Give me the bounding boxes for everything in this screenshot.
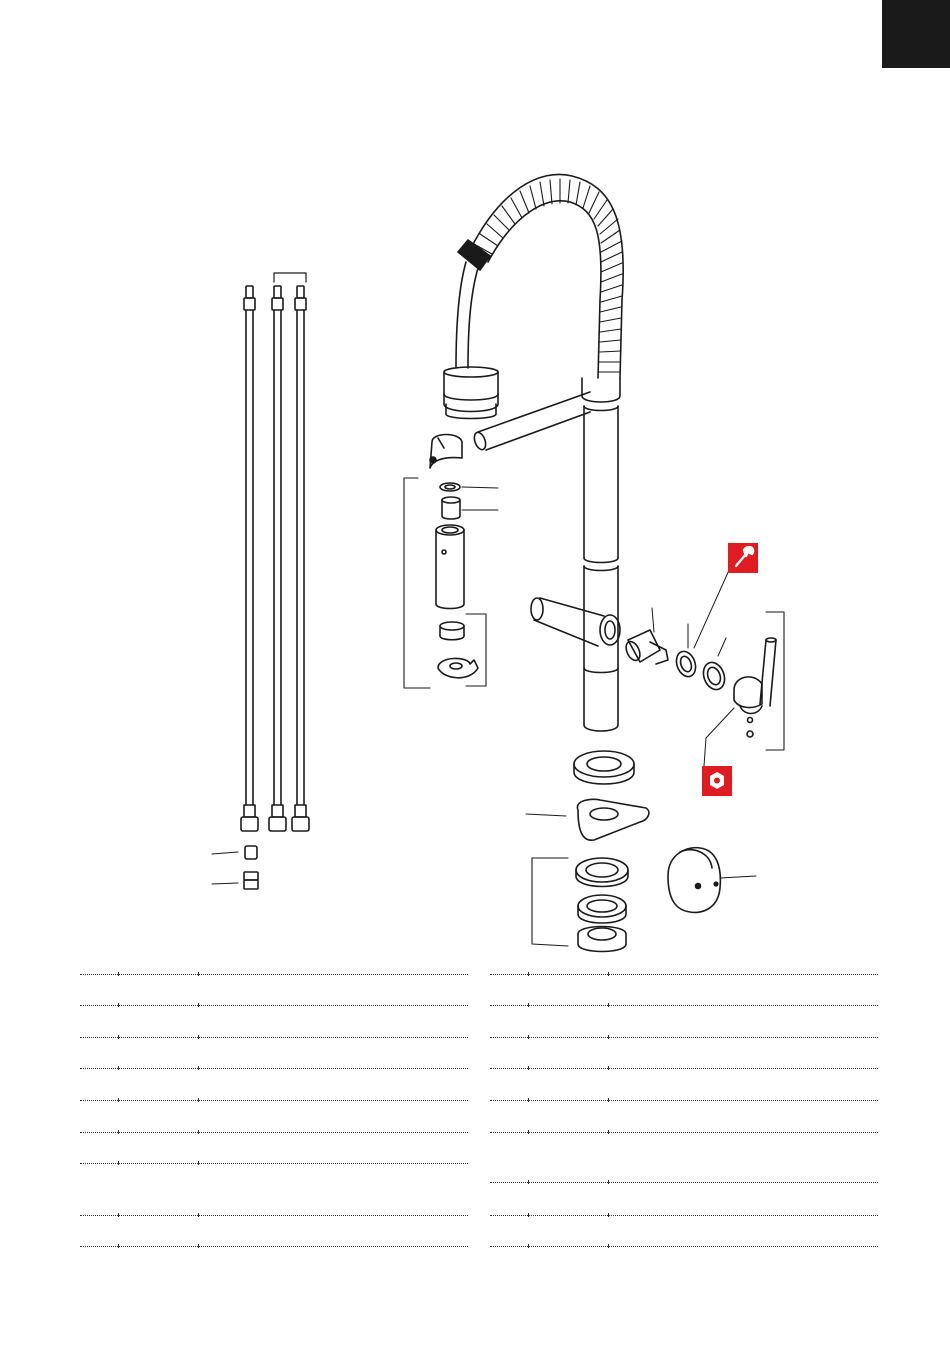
parts-row [490, 1037, 878, 1048]
parts-row [80, 1068, 468, 1079]
fitting-adapter [212, 872, 258, 889]
oval-cover-cap [668, 848, 756, 913]
spray-cartridge [436, 525, 464, 609]
parts-row [490, 1068, 878, 1079]
parts-row [80, 1163, 468, 1174]
spout-holder-arm [472, 392, 590, 451]
parts-row [80, 1100, 468, 1111]
hex-key-icon [702, 766, 732, 796]
spray-head [444, 367, 498, 419]
parts-row [80, 1005, 468, 1016]
parts-row [80, 974, 468, 985]
supply-hose-2 [269, 286, 286, 831]
wrench-icon [728, 543, 758, 573]
cartridge [623, 608, 668, 664]
spring-spout [456, 174, 623, 378]
washer-small [440, 483, 498, 491]
supply-hose-1 [241, 286, 258, 831]
supply-hose-3 [292, 286, 309, 831]
parts-row [80, 1132, 468, 1143]
parts-row [490, 974, 878, 985]
supply-hose-group [212, 273, 309, 889]
cartridge-nut [673, 568, 730, 679]
parts-row [80, 1215, 468, 1226]
parts-row [490, 1132, 878, 1143]
parts-row [80, 1246, 468, 1257]
cover-ring [700, 638, 728, 693]
fixing-kit [532, 858, 628, 952]
parts-row [490, 1182, 878, 1193]
mixer-body-housing [531, 598, 620, 646]
parts-row [490, 1215, 878, 1226]
flow-limiter [440, 622, 464, 640]
adapter-sleeve [442, 497, 498, 519]
support-plate [526, 799, 649, 840]
parts-row [490, 1005, 878, 1016]
check-valve [438, 658, 478, 677]
base-gasket [574, 751, 634, 784]
parts-row [490, 1100, 878, 1111]
spout-clip [430, 435, 462, 469]
fitting-nipple [212, 846, 257, 859]
parts-row [80, 1037, 468, 1048]
main-column [582, 378, 620, 731]
spray-internal-parts [404, 478, 498, 688]
parts-row [490, 1246, 878, 1257]
